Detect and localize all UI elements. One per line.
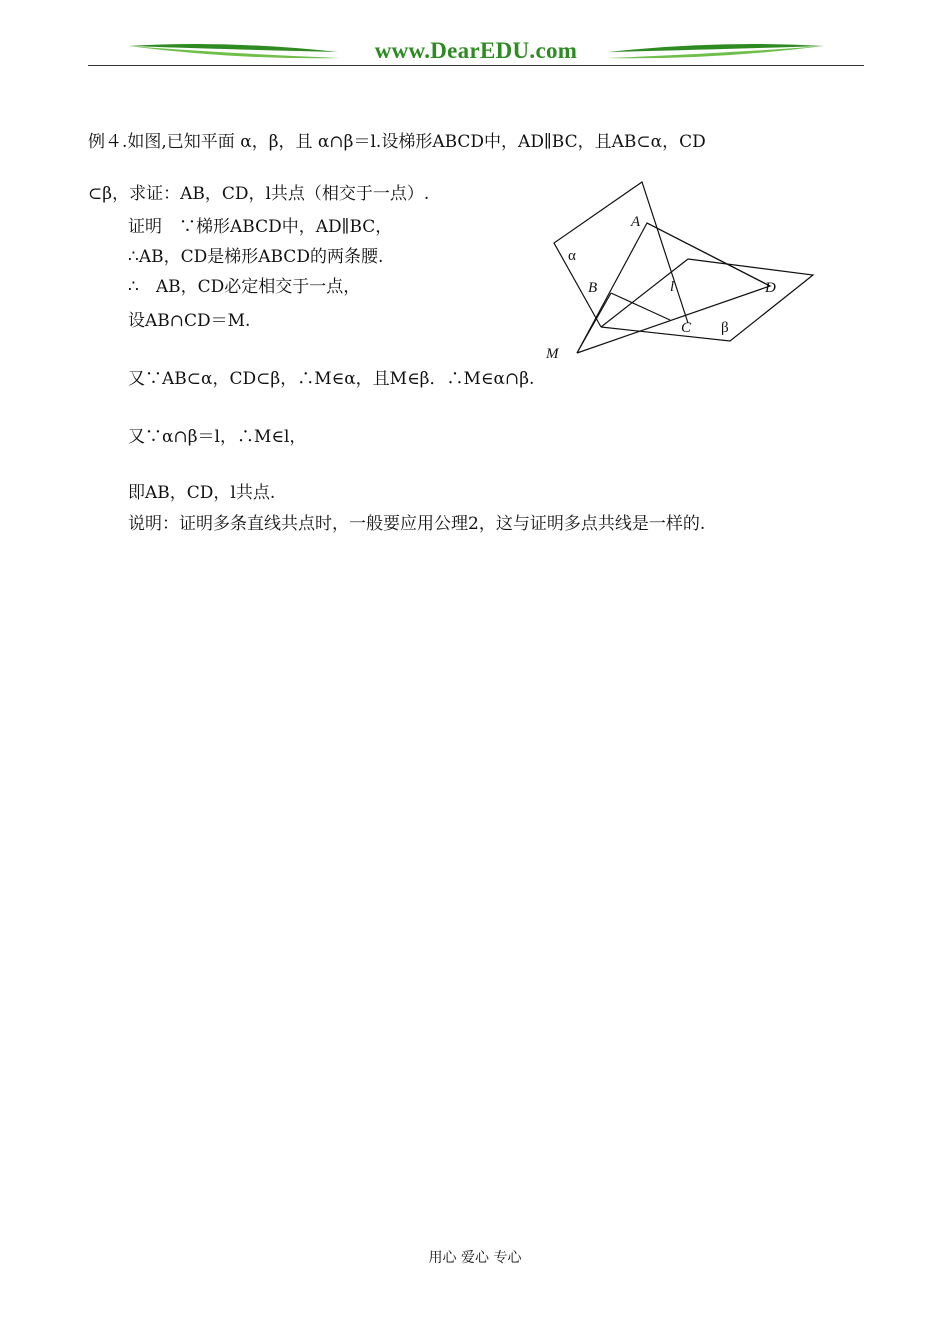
header-divider bbox=[88, 65, 864, 66]
planes-diagram bbox=[540, 175, 830, 370]
line-l bbox=[601, 259, 688, 327]
label-beta: β bbox=[721, 320, 729, 336]
problem-statement-line-1: 例４.如图,已知平面 α，β，且 α∩β＝l.设梯形ABCD中，AD∥BC，且AB⊂α，CD bbox=[88, 132, 706, 152]
problem-statement-line-2: ⊂β，求证：AB，CD，l共点（相交于一点）. bbox=[88, 184, 430, 204]
label-m: M bbox=[546, 346, 559, 362]
site-logo-text: www.DearEDU.com bbox=[374, 38, 578, 63]
geometry-figure bbox=[540, 175, 830, 374]
proof-line-5: 又∵AB⊂α，CD⊂β，∴M∈α，且M∈β．∴M∈α∩β. bbox=[128, 369, 535, 389]
proof-line-7: 即AB，CD，l共点. bbox=[128, 483, 276, 503]
segment-bc bbox=[611, 293, 670, 320]
explanation-note: 说明：证明多条直线共点时，一般要应用公理2，这与证明多点共线是一样的. bbox=[128, 514, 706, 534]
proof-line-6: 又∵α∩β＝l，∴M∈l， bbox=[128, 427, 307, 447]
label-b: B bbox=[588, 280, 598, 296]
label-c: C bbox=[681, 320, 692, 336]
proof-line-4: 设AB∩CD＝M. bbox=[128, 311, 251, 331]
page-footer: 用心 爱心 专心 bbox=[428, 1250, 522, 1266]
label-l: l bbox=[670, 279, 675, 295]
label-alpha: α bbox=[568, 248, 576, 264]
label-d: D bbox=[765, 280, 776, 296]
proof-line-2: ∴AB，CD是梯形ABCD的两条腰. bbox=[128, 247, 384, 267]
plane-beta-outline bbox=[601, 259, 813, 341]
label-a: A bbox=[631, 214, 641, 230]
proof-line-3: ∴ AB，CD必定相交于一点， bbox=[128, 277, 361, 297]
proof-line-1: 证明 ∵梯形ABCD中，AD∥BC， bbox=[128, 217, 393, 237]
